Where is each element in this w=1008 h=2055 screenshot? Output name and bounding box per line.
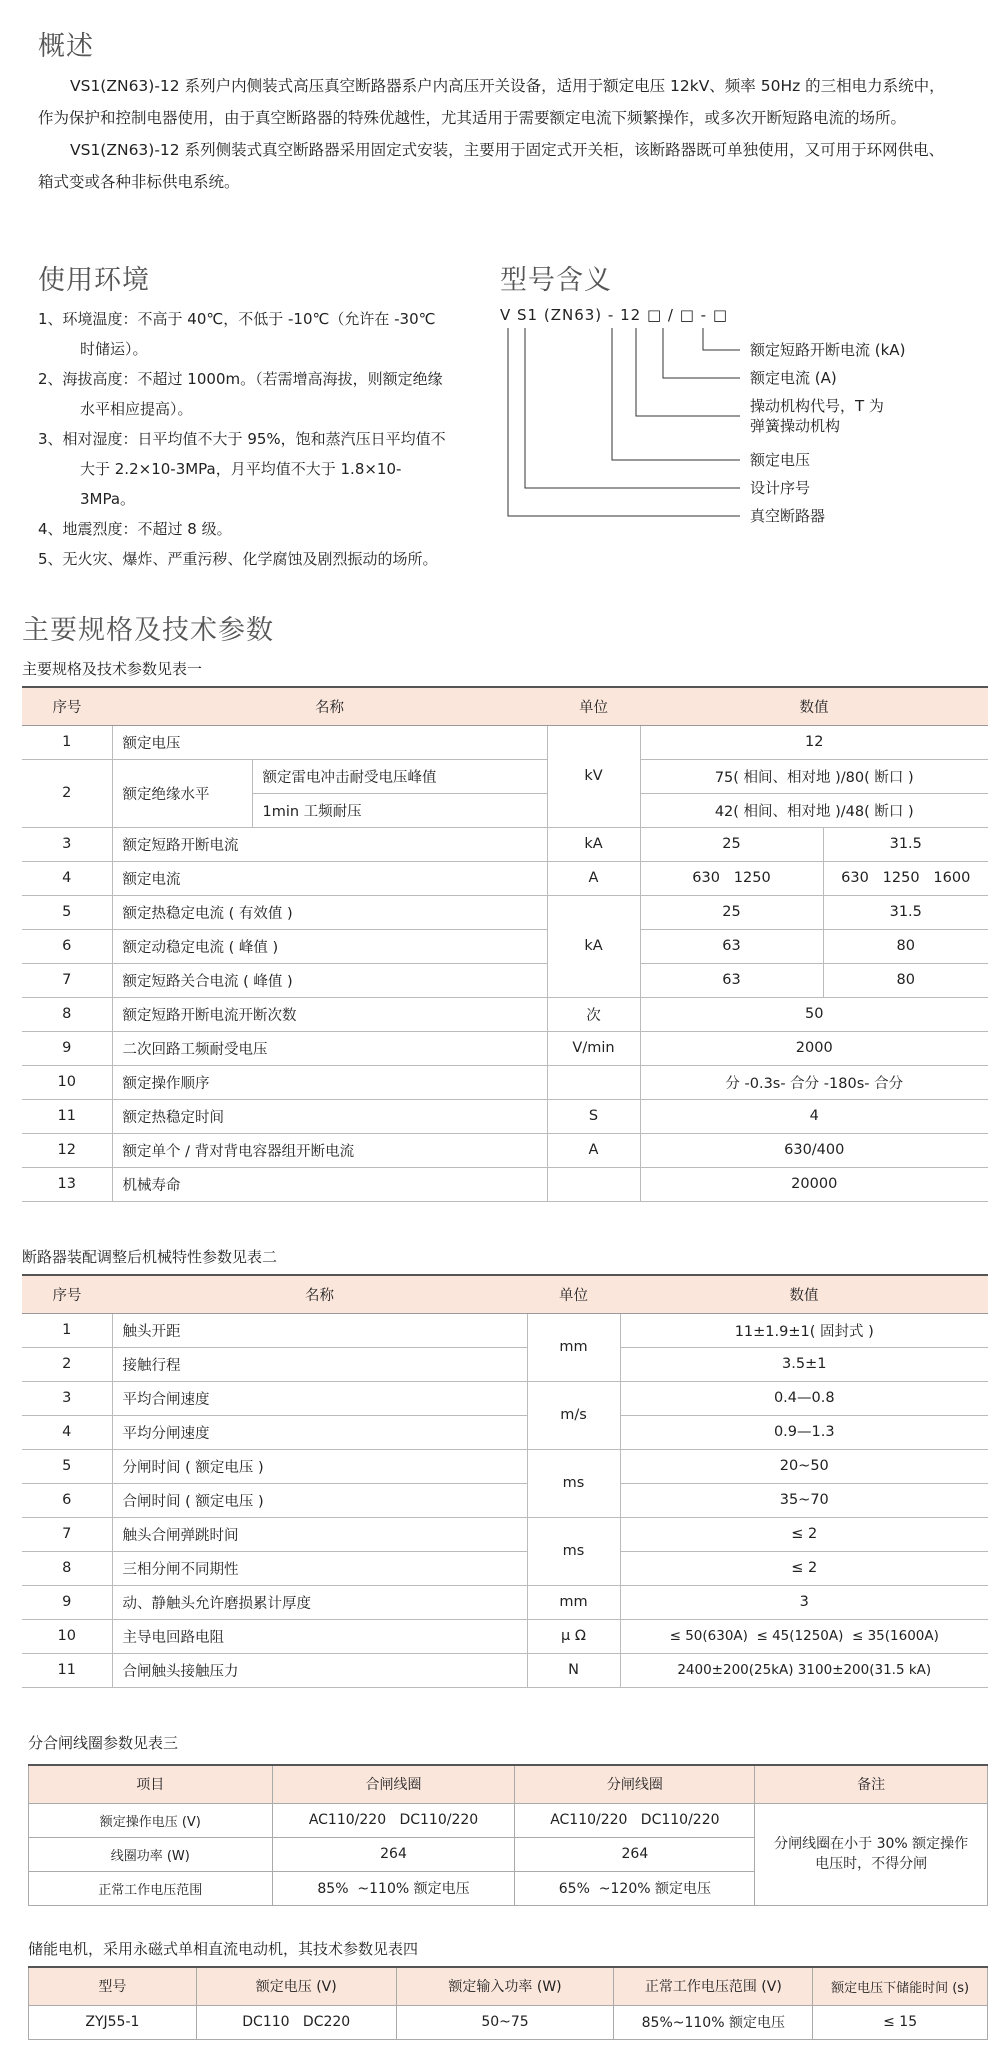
overview-paragraph-1: VS1(ZN63)-12 系列户内侧装式高压真空断路器系户内高压开关设备，适用于额定电压 12kV、频率 50Hz 的三相电力系统中，作为保护和控制电器使用，由于真空断路器的特殊优越性，尤其适用于需要额定电流下频繁操作，或多次开断短路电流的场所。 — [38, 77, 945, 127]
table-2 — [22, 1274, 988, 1688]
cell: A — [547, 1133, 640, 1167]
cell: 6 — [22, 929, 112, 963]
cell: m/s — [527, 1381, 620, 1449]
table-header-row — [29, 1765, 988, 1803]
cell: 线圈功率 (W) — [29, 1837, 273, 1871]
table-row — [22, 1585, 988, 1619]
cell: 接触行程 — [112, 1347, 527, 1381]
th-name: 名称 — [112, 687, 547, 725]
cell: 次 — [547, 997, 640, 1031]
cell: 7 — [22, 1517, 112, 1551]
cell: 630 1250 — [640, 861, 823, 895]
cell: 1 — [22, 725, 112, 759]
cell: ZYJ55-1 — [29, 2005, 197, 2039]
env-title: 使用环境 — [38, 265, 150, 296]
table3-caption: 分合闸线圈参数见表三 — [28, 1734, 179, 1752]
cell: 额定绝缘水平 — [112, 759, 252, 827]
th-charge-time: 额定电压下储能时间 (s) — [813, 1967, 988, 2005]
cell: 13 — [22, 1167, 112, 1201]
cell: 11±1.9±1( 固封式 ) — [620, 1313, 988, 1347]
env-list — [38, 304, 448, 574]
cell: kA — [547, 827, 640, 861]
table-row — [22, 827, 988, 861]
cell: 630 1250 1600 — [823, 861, 988, 895]
cell: 额定短路关合电流 ( 峰值 ) — [112, 963, 547, 997]
cell: 10 — [22, 1065, 112, 1099]
cell: 4 — [22, 861, 112, 895]
cell: 11 — [22, 1099, 112, 1133]
cell: 2 — [22, 1347, 112, 1381]
table-row — [22, 1653, 988, 1687]
cell: 85% ~110% 额定电压 — [272, 1871, 515, 1905]
cell: 75( 相间、相对地 )/80( 断口 ) — [640, 759, 988, 793]
th-model: 型号 — [29, 1967, 197, 2005]
cell: 10 — [22, 1619, 112, 1653]
cell: 0.9—1.3 — [620, 1415, 988, 1449]
cell: AC110/220 DC110/220 — [272, 1803, 515, 1837]
th-close-coil: 合闸线圈 — [272, 1765, 515, 1803]
cell: 85%~110% 额定电压 — [614, 2005, 813, 2039]
table-row — [22, 929, 988, 963]
cell: 额定电压 — [112, 725, 547, 759]
cell: 20~50 — [620, 1449, 988, 1483]
th-item: 项目 — [29, 1765, 273, 1803]
cell — [547, 1065, 640, 1099]
cell: 1min 工频耐压 — [252, 793, 547, 827]
model-code: V S1 (ZN63) - 12 □ / □ - □ — [500, 306, 729, 324]
cell: 合闸触头接触压力 — [112, 1653, 527, 1687]
cell: 80 — [823, 963, 988, 997]
cell: ≤ 2 — [620, 1551, 988, 1585]
cell: 31.5 — [823, 895, 988, 929]
cell — [547, 1167, 640, 1201]
cell: 264 — [515, 1837, 755, 1871]
model-label-vacuum: 真空断路器 — [750, 507, 826, 525]
th-value: 数值 — [620, 1275, 988, 1313]
table-row — [22, 1517, 988, 1551]
cell: 5 — [22, 895, 112, 929]
th-unit: 单位 — [527, 1275, 620, 1313]
cell: 9 — [22, 1031, 112, 1065]
table-row — [22, 1167, 988, 1201]
cell: 31.5 — [823, 827, 988, 861]
cell: 0.4—0.8 — [620, 1381, 988, 1415]
cell: ≤ 50(630A) ≤ 45(1250A) ≤ 35(1600A) — [620, 1619, 988, 1653]
cell: kV — [547, 725, 640, 827]
table-row — [22, 725, 988, 759]
cell: 触头合闸弹跳时间 — [112, 1517, 527, 1551]
cell: S — [547, 1099, 640, 1133]
table-row — [22, 1381, 988, 1415]
th-open-coil: 分闸线圈 — [515, 1765, 755, 1803]
cell: 额定雷电冲击耐受电压峰值 — [252, 759, 547, 793]
table-header-row — [22, 1275, 988, 1313]
cell: mm — [527, 1585, 620, 1619]
model-label-rated-current: 额定电流 (A) — [750, 369, 837, 387]
cell: 额定热稳定时间 — [112, 1099, 547, 1133]
cell: 65% ~120% 额定电压 — [515, 1871, 755, 1905]
th-voltage: 额定电压 (V) — [196, 1967, 396, 2005]
table-row — [29, 1803, 988, 1837]
cell: AC110/220 DC110/220 — [515, 1803, 755, 1837]
table-row — [22, 963, 988, 997]
cell: 合闸时间 ( 额定电压 ) — [112, 1483, 527, 1517]
model-leader-lines — [500, 306, 980, 546]
cell: 20000 — [640, 1167, 988, 1201]
th-index: 序号 — [22, 687, 112, 725]
cell: ms — [527, 1517, 620, 1585]
table-row — [22, 759, 988, 793]
cell: mm — [527, 1313, 620, 1381]
cell: N — [527, 1653, 620, 1687]
table-row — [22, 1133, 988, 1167]
cell: 9 — [22, 1585, 112, 1619]
th-index: 序号 — [22, 1275, 112, 1313]
cell: 63 — [640, 963, 823, 997]
table-header-row — [29, 1967, 988, 2005]
th-value: 数值 — [640, 687, 988, 725]
model-label-breaking-current: 额定短路开断电流 (kA) — [750, 341, 906, 359]
cell: 2400±200(25kA) 3100±200(31.5 kA) — [620, 1653, 988, 1687]
cell: 额定操作顺序 — [112, 1065, 547, 1099]
cell: 42( 相间、相对地 )/48( 断口 ) — [640, 793, 988, 827]
th-note: 备注 — [755, 1765, 988, 1803]
cell: kA — [547, 895, 640, 997]
th-unit: 单位 — [547, 687, 640, 725]
th-power: 额定输入功率 (W) — [396, 1967, 614, 2005]
table-row — [22, 895, 988, 929]
cell: 8 — [22, 1551, 112, 1585]
cell: 平均合闸速度 — [112, 1381, 527, 1415]
table-row — [22, 1619, 988, 1653]
cell: 额定短路开断电流开断次数 — [112, 997, 547, 1031]
cell: 3 — [620, 1585, 988, 1619]
cell: 5 — [22, 1449, 112, 1483]
cell: 分闸时间 ( 额定电压 ) — [112, 1449, 527, 1483]
cell: μ Ω — [527, 1619, 620, 1653]
cell: 三相分闸不同期性 — [112, 1551, 527, 1585]
cell: 额定电流 — [112, 861, 547, 895]
cell: ≤ 15 — [813, 2005, 988, 2039]
table-row — [22, 1415, 988, 1449]
cell: 25 — [640, 895, 823, 929]
th-name: 名称 — [112, 1275, 527, 1313]
cell: 11 — [22, 1653, 112, 1687]
table-row — [22, 1483, 988, 1517]
overview-text — [38, 70, 958, 198]
cell: 1 — [22, 1313, 112, 1347]
model-label-voltage: 额定电压 — [750, 451, 811, 469]
th-range: 正常工作电压范围 (V) — [614, 1967, 813, 2005]
specs-title: 主要规格及技术参数 — [22, 615, 274, 646]
model-label-design: 设计序号 — [750, 479, 811, 497]
cell: V/min — [547, 1031, 640, 1065]
overview-paragraph-2: VS1(ZN63)-12 系列侧装式真空断路器采用固定式安装，主要用于固定式开关柜，该断路器既可单独使用，又可用于环网供电、箱式变或各种非标供电系统。 — [38, 141, 945, 191]
table-row — [22, 1551, 988, 1585]
cell: 3.5±1 — [620, 1347, 988, 1381]
cell: 630/400 — [640, 1133, 988, 1167]
cell: 4 — [640, 1099, 988, 1133]
env-item: 4、地震烈度：不超过 8 级。 — [38, 520, 232, 538]
cell: 额定短路开断电流 — [112, 827, 547, 861]
cell: 2000 — [640, 1031, 988, 1065]
model-title: 型号含义 — [500, 265, 612, 296]
table-row — [22, 861, 988, 895]
cell: 25 — [640, 827, 823, 861]
cell: 2 — [22, 759, 112, 827]
table-row — [22, 1031, 988, 1065]
cell: 额定单个 / 背对背电容器组开断电流 — [112, 1133, 547, 1167]
env-item: 1、环境温度：不高于 40℃，不低于 -10℃（允许在 -30℃时储运）。 — [38, 310, 436, 358]
cell: 264 — [272, 1837, 515, 1871]
table-4 — [28, 1966, 988, 2040]
cell: 平均分闸速度 — [112, 1415, 527, 1449]
table-row — [29, 2005, 988, 2039]
cell: 12 — [22, 1133, 112, 1167]
cell: 35~70 — [620, 1483, 988, 1517]
table-row — [22, 1449, 988, 1483]
cell: 6 — [22, 1483, 112, 1517]
cell: 额定动稳定电流 ( 峰值 ) — [112, 929, 547, 963]
cell: 7 — [22, 963, 112, 997]
cell: 50 — [640, 997, 988, 1031]
env-item: 2、海拔高度：不超过 1000m。（若需增高海拔，则额定绝缘水平相应提高）。 — [38, 370, 443, 418]
model-diagram — [500, 306, 980, 546]
cell: 触头开距 — [112, 1313, 527, 1347]
table-3 — [28, 1764, 988, 1906]
cell: 50~75 — [396, 2005, 614, 2039]
model-label-spring: 弹簧操动机构 — [750, 417, 841, 435]
cell: DC110 DC220 — [196, 2005, 396, 2039]
cell: 4 — [22, 1415, 112, 1449]
table4-caption: 储能电机，采用永磁式单相直流电动机，其技术参数见表四 — [28, 1940, 419, 1958]
model-label-mechanism: 操动机构代号，T 为 — [750, 397, 884, 415]
cell: 二次回路工频耐受电压 — [112, 1031, 547, 1065]
cell: 12 — [640, 725, 988, 759]
cell: 63 — [640, 929, 823, 963]
cell: 主导电回路电阻 — [112, 1619, 527, 1653]
table1-caption: 主要规格及技术参数见表一 — [22, 660, 203, 678]
table-row — [22, 997, 988, 1031]
env-item: 5、无火灾、爆炸、严重污秽、化学腐蚀及剧烈振动的场所。 — [38, 550, 438, 568]
cell: 额定热稳定电流 ( 有效值 ) — [112, 895, 547, 929]
cell: 3 — [22, 1381, 112, 1415]
table-row — [22, 1065, 988, 1099]
table-row — [22, 1099, 988, 1133]
table-header-row — [22, 687, 988, 725]
cell: 机械寿命 — [112, 1167, 547, 1201]
cell: A — [547, 861, 640, 895]
env-item: 3、相对湿度：日平均值不大于 95%，饱和蒸汽压日平均值不大于 2.2×10-3MPa，月平均值不大于 1.8×10-3MPa。 — [38, 430, 446, 508]
cell: 分 -0.3s- 合分 -180s- 合分 — [640, 1065, 988, 1099]
cell: 8 — [22, 997, 112, 1031]
cell: ms — [527, 1449, 620, 1517]
table-1 — [22, 686, 988, 1202]
table-row — [22, 1313, 988, 1347]
cell: 正常工作电压范围 — [29, 1871, 273, 1905]
table2-caption: 断路器装配调整后机械特性参数见表二 — [22, 1248, 278, 1266]
note-cell: 分闸线圈在小于 30% 额定操作电压时，不得分闸 — [755, 1803, 988, 1905]
cell: 动、静触头允许磨损累计厚度 — [112, 1585, 527, 1619]
table-row — [22, 1347, 988, 1381]
cell: ≤ 2 — [620, 1517, 988, 1551]
cell: 3 — [22, 827, 112, 861]
cell: 额定操作电压 (V) — [29, 1803, 273, 1837]
cell: 80 — [823, 929, 988, 963]
overview-title: 概述 — [38, 31, 94, 62]
